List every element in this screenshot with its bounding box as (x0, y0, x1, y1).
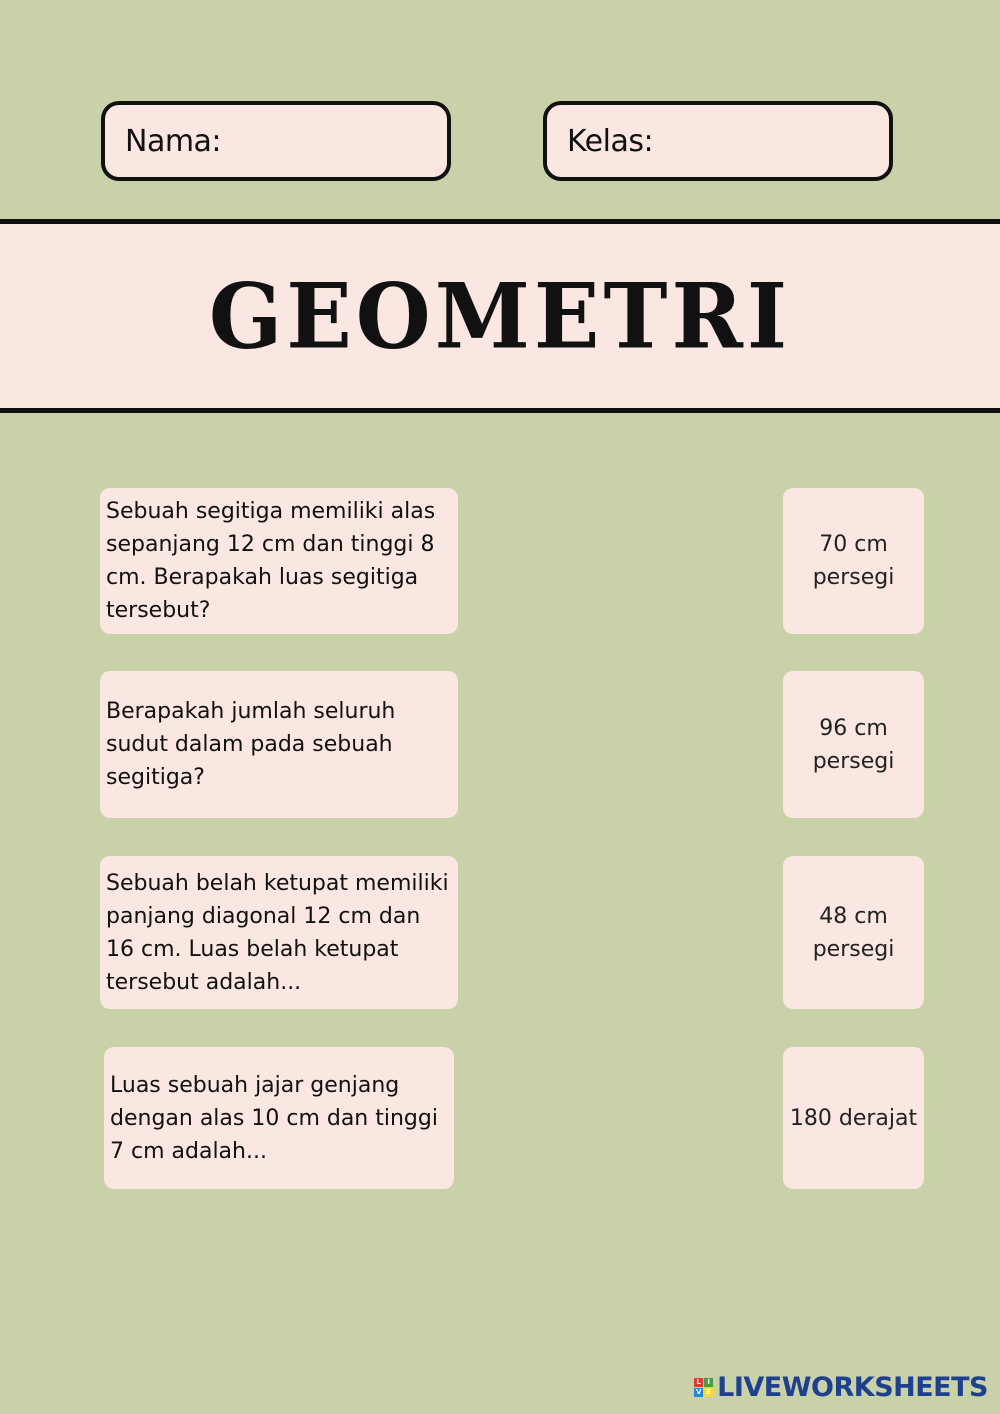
title-banner (0, 219, 1000, 413)
liveworksheets-brand[interactable] (694, 1372, 988, 1403)
answer-card-4[interactable] (783, 1047, 924, 1189)
answer-text: 48 cm persegi (812, 903, 895, 962)
question-card-1[interactable] (100, 488, 458, 634)
question-text: Sebuah belah ketupat memiliki panjang diagonal 12 cm dan 16 cm. Luas belah ketupat tersebut adalah... (106, 870, 449, 995)
answer-card-3[interactable] (783, 856, 924, 1009)
logo-letter-e: E (704, 1388, 713, 1397)
answer-text: 96 cm persegi (812, 715, 895, 774)
answer-card-2[interactable] (783, 671, 924, 818)
logo-letter-i: I (704, 1378, 713, 1387)
answer-text: 70 cm persegi (812, 532, 895, 590)
question-text: Berapakah jumlah seluruh sudut dalam pada sebuah segitiga? (106, 699, 396, 790)
answer-text: 180 derajat (789, 1105, 918, 1131)
question-card-3[interactable] (100, 856, 458, 1009)
question-text: Luas sebuah jajar genjang dengan alas 10 cm dan tinggi 7 cm adalah... (110, 1072, 438, 1164)
question-text: Sebuah segitiga memiliki alas sepanjang 12 cm dan tinggi 8 cm. Berapakah luas segitiga tersebut? (106, 499, 436, 623)
answer-card-1[interactable] (783, 488, 924, 634)
logo-letter-l: L (694, 1378, 703, 1387)
nama-field[interactable] (101, 101, 451, 181)
question-card-4[interactable] (104, 1047, 454, 1189)
kelas-field[interactable] (543, 101, 893, 181)
question-card-2[interactable] (100, 671, 458, 818)
page-title: GEOMETRI (208, 262, 792, 370)
logo-letter-v: V (695, 1388, 702, 1396)
brand-name: LIVEWORKSHEETS (717, 1372, 988, 1403)
liveworksheets-logo-icon (694, 1378, 713, 1397)
kelas-label: Kelas: (567, 123, 654, 159)
nama-label: Nama: (125, 123, 222, 159)
